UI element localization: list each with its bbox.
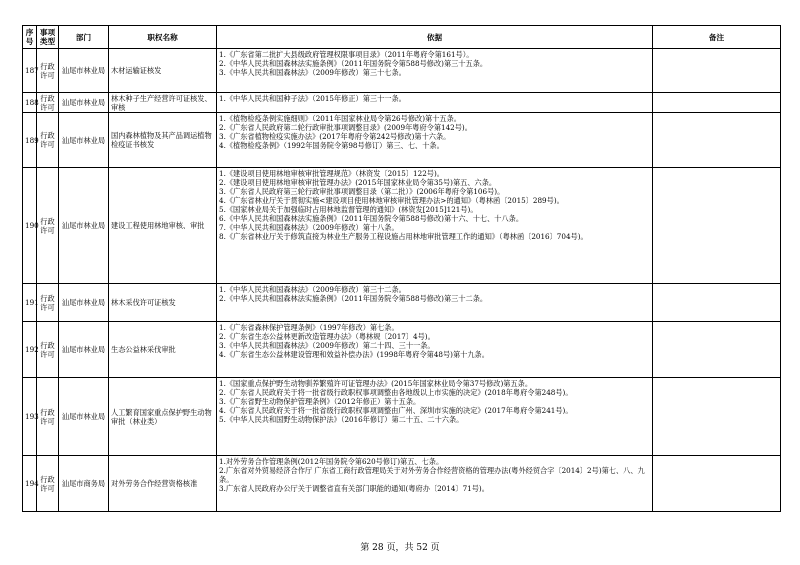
cell-remark xyxy=(653,93,781,113)
cell-basis xyxy=(217,113,653,168)
basis-line: 7.《中华人民共和国森林法》（2009年修改）第十八条。 xyxy=(219,223,399,232)
page-footer: 第 28 页，共 52 页 xyxy=(360,543,440,553)
basis-line: 4.《植物检疫条例》（1992年国务院令第98号修订）第三、七、十条。 xyxy=(219,141,444,150)
table-row xyxy=(23,322,781,378)
basis-line: 3.广东省人民政府办公厅关于调整省直有关部门职能的通知(粤府办〔2014〕71号)。 xyxy=(219,484,489,493)
table-row xyxy=(23,168,781,284)
cell-name: 生态公益林采伐审批 xyxy=(109,322,217,378)
cell-dept: 汕尾市林业局 xyxy=(59,168,109,284)
basis-line: 3.《中华人民共和国森林法》（2009年修改）第二十四、三十一条。 xyxy=(219,341,435,350)
basis-line: 1.对外劳务合作管理条例(2012年国务院令第620号修订)第五、七条。 xyxy=(219,457,444,466)
cell-name: 建设工程使用林地审核、审批 xyxy=(109,168,217,284)
cell-type: 行政许可 xyxy=(37,456,59,512)
cell-seq: 191 xyxy=(23,284,37,322)
cell-remark xyxy=(653,49,781,93)
cell-dept: 汕尾市林业局 xyxy=(59,322,109,378)
basis-line: 2.《广东省人民政府关于将一批省级行政职权事项调整由各地级以上市实施的决定》(2018年粤府令第248号)。 xyxy=(219,388,573,397)
header-remark: 备注 xyxy=(653,26,781,49)
cell-name: 国内森林植物及其产品调运植物检疫证书核发 xyxy=(109,113,217,168)
basis-line: 3.《中华人民共和国森林法》（2009年修改）第三十七条。 xyxy=(219,68,406,77)
basis-line: 1.《广东省第二批扩大县级政府管理权限事项目录》（2011年粤府令第161号）。 xyxy=(219,50,474,59)
cell-basis xyxy=(217,378,653,456)
cell-seq: 190 xyxy=(23,168,37,284)
cell-remark xyxy=(653,378,781,456)
basis-line: 1.《植物检疫条例实施细则》（2011年国家林业局令第26号修改)第十五条。 xyxy=(219,114,461,123)
cell-name: 人工繁育国家重点保护野生动物审批（林业类） xyxy=(109,378,217,456)
cell-name: 对外劳务合作经营资格核准 xyxy=(109,456,217,512)
cell-seq: 192 xyxy=(23,322,37,378)
table-row xyxy=(23,49,781,93)
cell-name: 林木采伐许可证核发 xyxy=(109,284,217,322)
cell-name: 木材运输证核发 xyxy=(109,49,217,93)
basis-line: 1.《中华人民共和国森林法》（2009年修改）第三十二条。 xyxy=(219,285,406,294)
basis-line: 4.《广东省林业厅关于贯彻实施<建设项目使用林地审核审批管理办法>的通知》（粤林函〔2015〕289号)。 xyxy=(219,196,564,205)
basis-line: 6.《中华人民共和国森林法实施条例》（2011年国务院令第588号修改)第十六、十七、十八条。 xyxy=(219,214,524,223)
table-body xyxy=(23,49,781,512)
basis-line: 1.《建设项目使用林地审核审批管理规范》（林资发〔2015〕122号)。 xyxy=(219,169,444,178)
cell-seq: 193 xyxy=(23,378,37,456)
header-dept: 部门 xyxy=(59,26,109,49)
basis-line: 2.《广东省生态公益林更新改造管理办法》（粤林规〔2017〕4号)。 xyxy=(219,332,435,341)
cell-type: 行政许可 xyxy=(37,322,59,378)
cell-type: 行政许可 xyxy=(37,168,59,284)
cell-dept: 汕尾市林业局 xyxy=(59,93,109,113)
basis-line: 5.《中华人民共和国野生动物保护法》（2016年修订）第二十五、二十六条。 xyxy=(219,415,464,424)
header-name: 职权名称 xyxy=(109,26,217,49)
table-row xyxy=(23,456,781,512)
basis-line: 3.《广东省植物检疫实施办法》(2017年粤府令第242号修改)第十六条。 xyxy=(219,132,451,141)
basis-line: 2.《广东省人民政府第二轮行政审批事项调整目录》(2009年粤府令第142号)。 xyxy=(219,123,472,132)
basis-line: 8.《广东省林业厅关于修筑直接为林业生产服务工程设施占用林地审批管理工作的通知》（粤林函〔2016〕704号)。 xyxy=(219,232,588,241)
authority-table-sheet xyxy=(22,25,780,512)
basis-line: 2.《建设项目使用林地审核审批管理办法》(2015年国家林业局令第35号)第五、六条。 xyxy=(219,178,497,187)
basis-line: 5.《国家林业局关于加强临时占用林地监督管理的通知》(林资发[2015]121号)。 xyxy=(219,205,478,214)
basis-line: 4.《广东省人民政府关于将一批省级行政职权事项调整由广州、深圳市实施的决定》(2017年粤府令第241号)。 xyxy=(219,406,573,415)
cell-remark xyxy=(653,456,781,512)
basis-line: 1.《国家重点保护野生动物驯养繁殖许可证管理办法》(2015年国家林业局令第37号修改)第五条。 xyxy=(219,379,533,388)
cell-basis xyxy=(217,284,653,322)
cell-basis xyxy=(217,168,653,284)
cell-name: 林木种子生产经营许可证核发、审核 xyxy=(109,93,217,113)
header-basis: 依据 xyxy=(217,26,653,49)
authority-table xyxy=(22,25,781,512)
cell-seq: 189 xyxy=(23,113,37,168)
table-row xyxy=(23,378,781,456)
cell-dept: 汕尾市林业局 xyxy=(59,284,109,322)
cell-type: 行政许可 xyxy=(37,49,59,93)
cell-remark xyxy=(653,168,781,284)
cell-remark xyxy=(653,284,781,322)
basis-line: 1.《广东省森林保护管理条例》（1997年修改）第七条。 xyxy=(219,323,399,332)
basis-line: 2.广东省对外贸易经济合作厅 广东省工商行政管理局关于对外劳务合作经营资格的管理办法(粤外经贸合字〔2014〕2号)第七、八、九条。 xyxy=(219,466,645,484)
basis-line: 3.《广东省人民政府第三轮行政审批事项调整目录（第二批）》(2006年粤府令第106号)。 xyxy=(219,187,505,196)
basis-line: 2.《中华人民共和国森林法实施条例》（2011年国务院令第588号修改)第三十二条。 xyxy=(219,294,488,303)
cell-seq: 188 xyxy=(23,93,37,113)
table-row xyxy=(23,113,781,168)
cell-dept: 汕尾市林业局 xyxy=(59,49,109,93)
cell-remark xyxy=(653,113,781,168)
cell-dept: 汕尾市林业局 xyxy=(59,378,109,456)
cell-remark xyxy=(653,322,781,378)
header-type: 事项类型 xyxy=(37,26,59,49)
cell-basis xyxy=(217,456,653,512)
table-row xyxy=(23,284,781,322)
header-seq: 序号 xyxy=(23,26,37,49)
basis-line: 4.《广东省生态公益林建设管理和效益补偿办法》(1998年粤府令第48号)第十九条。 xyxy=(219,350,489,359)
cell-basis xyxy=(217,49,653,93)
cell-dept: 汕尾市林业局 xyxy=(59,113,109,168)
cell-basis xyxy=(217,322,653,378)
cell-dept: 汕尾市商务局 xyxy=(59,456,109,512)
cell-seq: 187 xyxy=(23,49,37,93)
cell-type: 行政许可 xyxy=(37,113,59,168)
basis-line: 1.《中华人民共和国种子法》（2015年修正）第三十一条。 xyxy=(219,94,406,103)
table-header-row xyxy=(23,26,781,49)
cell-type: 行政许可 xyxy=(37,378,59,456)
cell-seq: 194 xyxy=(23,456,37,512)
basis-line: 3.《广东省野生动物保护管理条例》（2012年修正）第十五条。 xyxy=(219,397,421,406)
basis-line: 2.《中华人民共和国森林法实施条例》（2011年国务院令第588号修改)第三十五条。 xyxy=(219,59,488,68)
table-row xyxy=(23,93,781,113)
cell-type: 行政许可 xyxy=(37,284,59,322)
cell-type: 行政许可 xyxy=(37,93,59,113)
cell-basis xyxy=(217,93,653,113)
